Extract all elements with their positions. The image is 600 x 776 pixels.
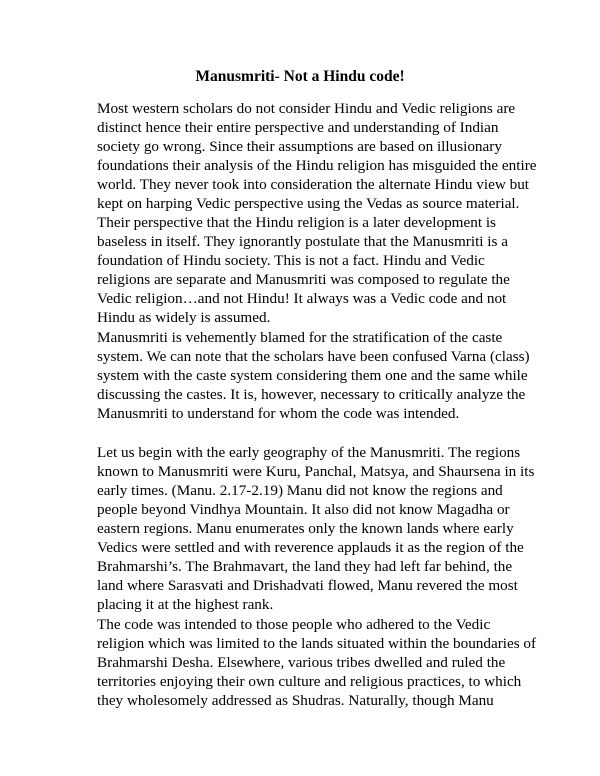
paragraph-line: Brahmarshi’s. The Brahmavart, the land they had left far behind, the bbox=[97, 558, 513, 575]
paragraph-line: baseless in itself. They ignorantly postulate that the Manusmriti is a bbox=[97, 233, 508, 250]
paragraph-line: Vedic religion…and not Hindu! It always was a Vedic code and not bbox=[97, 290, 507, 307]
paragraph-line: placing it at the highest rank. bbox=[97, 596, 274, 613]
paragraph-line: foundation of Hindu society. This is not a fact. Hindu and Vedic bbox=[97, 252, 485, 269]
paragraph-1 bbox=[97, 99, 537, 327]
paragraph-line: kept on harping Vedic perspective using the Vedas as source material. bbox=[97, 195, 520, 212]
paragraph-line: discussing the castes. It is, however, necessary to critically analyze the bbox=[97, 386, 526, 403]
paragraph-line: world. They never took into consideration the alternate Hindu view but bbox=[97, 176, 530, 193]
paragraph-line: Let us begin with the early geography of the Manusmriti. The regions bbox=[97, 444, 521, 461]
paragraph-line: land where Sarasvati and Drishadvati flowed, Manu revered the most bbox=[97, 577, 518, 594]
paragraph-line: Their perspective that the Hindu religion is a later development is bbox=[97, 214, 496, 231]
paragraph-line: system. We can note that the scholars have been confused Varna (class) bbox=[97, 348, 530, 365]
paragraph-line: they wholesomely addressed as Shudras. Naturally, though Manu bbox=[97, 692, 494, 709]
paragraph-line: distinct hence their entire perspective and understanding of Indian bbox=[97, 119, 499, 136]
paragraph-line: Vedics were settled and with reverence applauds it as the region of the bbox=[97, 539, 524, 556]
paragraph-4 bbox=[97, 615, 537, 710]
paragraph-3 bbox=[97, 443, 535, 614]
paragraph-line: religions are separate and Manusmriti was composed to regulate the bbox=[97, 271, 510, 288]
paragraph-line: Brahmarshi Desha. Elsewhere, various tribes dwelled and ruled the bbox=[97, 654, 506, 671]
paragraph-line: religion which was limited to the lands situated within the boundaries of bbox=[97, 635, 537, 652]
paragraph-2 bbox=[97, 328, 530, 423]
paragraph-line: The code was intended to those people who adhered to the Vedic bbox=[97, 616, 491, 633]
paragraph-line: Most western scholars do not consider Hindu and Vedic religions are bbox=[97, 100, 516, 117]
paragraph-line: Hindu as widely is assumed. bbox=[97, 309, 271, 326]
paragraph-line: people beyond Vindhya Mountain. It also did not know Magadha or bbox=[97, 501, 510, 518]
paragraph-line: early times. (Manu. 2.17-2.19) Manu did not know the regions and bbox=[97, 482, 503, 499]
paragraph-line: Manusmriti to understand for whom the code was intended. bbox=[97, 405, 460, 422]
paragraph-line: system with the caste system considering them one and the same while bbox=[97, 367, 528, 384]
paragraph-line: society go wrong. Since their assumptions are based on illusionary bbox=[97, 138, 502, 155]
page-title: Manusmriti- Not a Hindu code! bbox=[195, 68, 405, 85]
paragraph-line: territories enjoying their own culture and religious practices, to which bbox=[97, 673, 522, 690]
paragraph-line: known to Manusmriti were Kuru, Panchal, Matsya, and Shaursena in its bbox=[97, 463, 535, 480]
paragraph-line: eastern regions. Manu enumerates only the known lands where early bbox=[97, 520, 514, 537]
paragraph-line: foundations their analysis of the Hindu religion has misguided the entire bbox=[97, 157, 537, 174]
paragraph-line: Manusmriti is vehemently blamed for the stratification of the caste bbox=[97, 329, 503, 346]
